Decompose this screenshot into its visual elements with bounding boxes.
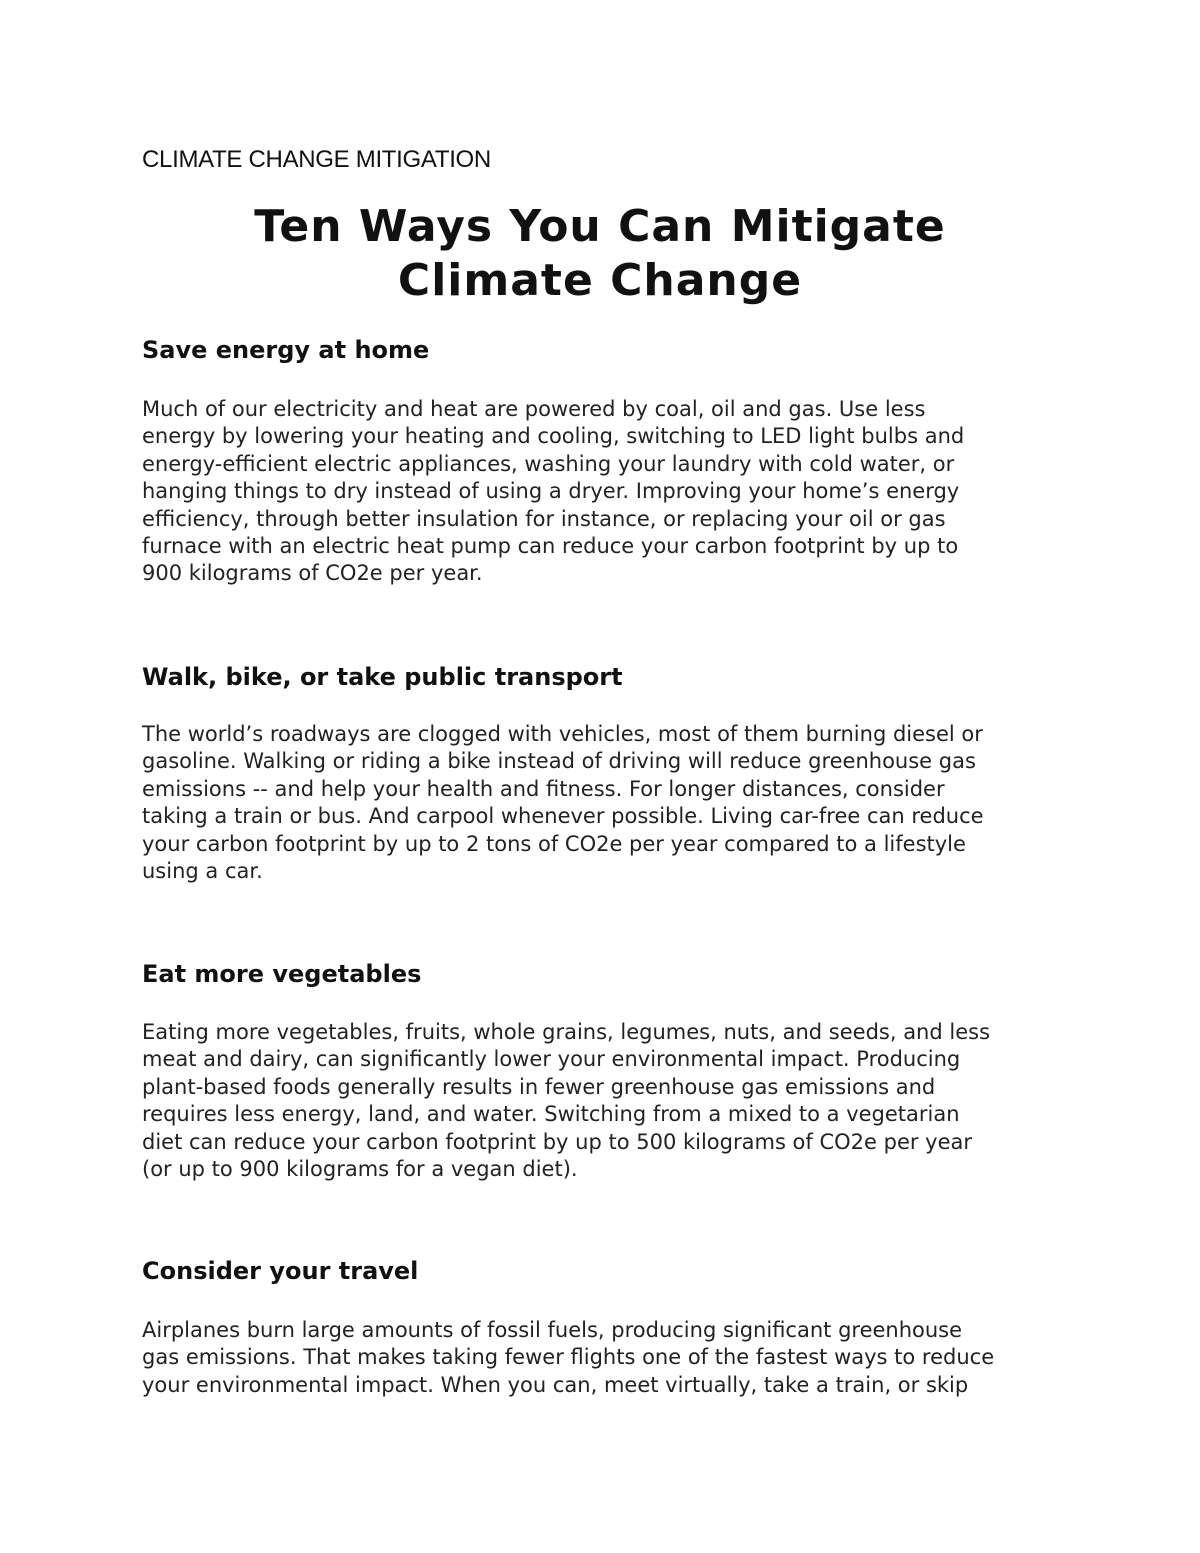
paragraph-line: taking a train or bus. And carpool whenever possible. Living car-free can reduce bbox=[142, 804, 984, 829]
section-body-save-energy bbox=[142, 396, 964, 588]
paragraph-line: hanging things to dry instead of using a dryer. Improving your home’s energy bbox=[142, 479, 960, 504]
paragraph-line: your environmental impact. When you can, meet virtually, take a train, or skip bbox=[142, 1372, 969, 1397]
title-line: Climate Change bbox=[397, 255, 803, 306]
paragraph-line: energy-efficient electric appliances, washing your laundry with cold water, or bbox=[142, 451, 955, 476]
paragraph-line: (or up to 900 kilograms for a vegan diet). bbox=[142, 1157, 578, 1182]
paragraph-line: requires less energy, land, and water. Switching from a mixed to a vegetarian bbox=[142, 1102, 960, 1127]
document-title bbox=[142, 200, 1058, 308]
section-body-transport bbox=[142, 721, 984, 885]
document-kicker: CLIMATE CHANGE MITIGATION bbox=[142, 146, 491, 173]
paragraph-line: plant-based foods generally results in fewer greenhouse gas emissions and bbox=[142, 1074, 936, 1099]
paragraph-line: meat and dairy, can significantly lower your environmental impact. Producing bbox=[142, 1047, 961, 1072]
paragraph-line: your carbon footprint by up to 2 tons of CO2e per year compared to a lifestyle bbox=[142, 831, 966, 856]
section-heading-vegetables: Eat more vegetables bbox=[142, 960, 422, 988]
section-body-travel bbox=[142, 1317, 994, 1399]
paragraph-line: furnace with an electric heat pump can reduce your carbon footprint by up to bbox=[142, 534, 959, 559]
paragraph-line: emissions -- and help your health and fitness. For longer distances, consider bbox=[142, 776, 945, 801]
paragraph-line: gas emissions. That makes taking fewer flights one of the fastest ways to reduce bbox=[142, 1345, 995, 1370]
paragraph-line: diet can reduce your carbon footprint by up to 500 kilograms of CO2e per year bbox=[142, 1129, 973, 1154]
paragraph-line: using a car. bbox=[142, 859, 263, 884]
paragraph-line: gasoline. Walking or riding a bike instead of driving will reduce greenhouse gas bbox=[142, 749, 976, 774]
section-body-vegetables bbox=[142, 1019, 990, 1183]
paragraph-line: The world’s roadways are clogged with vehicles, most of them burning diesel or bbox=[142, 722, 983, 746]
paragraph-line: Much of our electricity and heat are powered by coal, oil and gas. Use less bbox=[142, 397, 926, 421]
section-heading-save-energy: Save energy at home bbox=[142, 336, 430, 364]
paragraph-line: efficiency, through better insulation for instance, or replacing your oil or gas bbox=[142, 506, 946, 531]
section-heading-travel: Consider your travel bbox=[142, 1257, 419, 1285]
section-heading-transport: Walk, bike, or take public transport bbox=[142, 663, 623, 691]
paragraph-line: Airplanes burn large amounts of fossil fuels, producing significant greenhouse bbox=[142, 1318, 963, 1342]
paragraph-line: Eating more vegetables, fruits, whole grains, legumes, nuts, and seeds, and less bbox=[142, 1020, 991, 1044]
paragraph-line: energy by lowering your heating and cooling, switching to LED light bulbs and bbox=[142, 424, 965, 449]
paragraph-line: 900 kilograms of CO2e per year. bbox=[142, 561, 483, 586]
title-line: Ten Ways You Can Mitigate bbox=[254, 201, 946, 252]
